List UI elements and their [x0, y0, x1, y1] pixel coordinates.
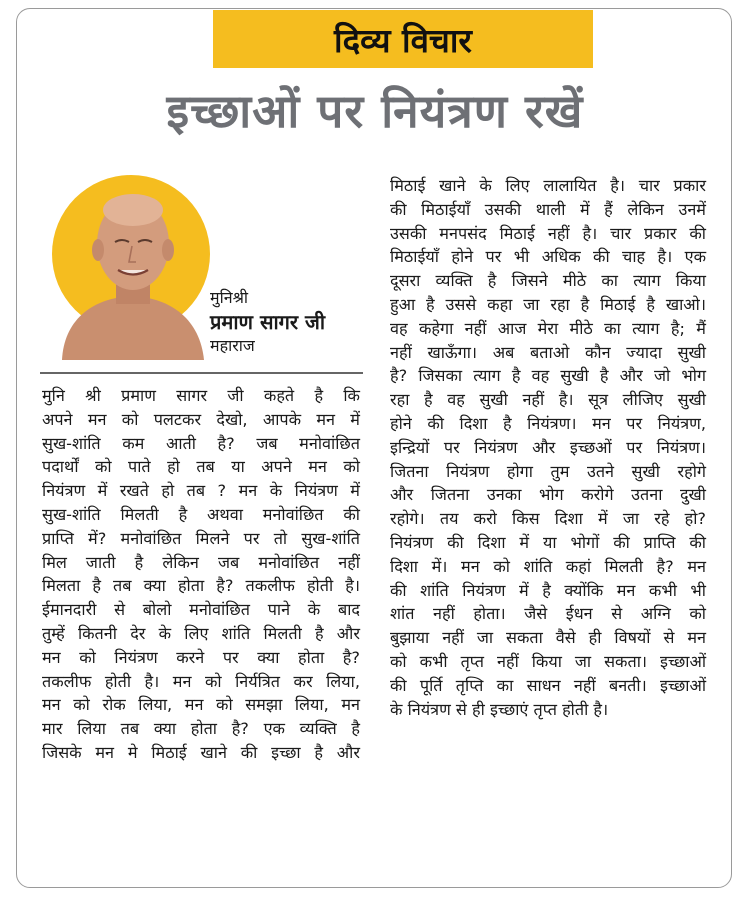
body-line: मार लिया तब क्या होता है? एक व्यक्ति है: [42, 719, 360, 739]
body-line: मिलता है तब क्या होता है? तकलीफ होती है।: [42, 576, 360, 596]
body-line: के नियंत्रण से ही इच्छाएं तृप्त होती है।: [390, 699, 609, 719]
body-line: पदार्थों को पाते हो तब या अपने मन को: [42, 457, 360, 477]
body-column-right: [390, 174, 706, 721]
body-column-left: [42, 384, 360, 765]
body-line: अपने मन को पलटकर देखो, आपके मन में: [42, 409, 360, 429]
body-line: मिठाईयाँ होने पर भी अधिक की चाह है। एक: [390, 247, 706, 267]
body-line: रहा है वह सुखी नहीं है। सूत्र लीजिए सुखी: [390, 390, 706, 410]
body-line: प्राप्ति में? मनोवांछित मिलने पर तो सुख-शांति: [42, 528, 360, 548]
body-line: की शांति नियंत्रण में है क्योंकि मन कभी भी: [390, 580, 706, 600]
body-line: सुख-शांति मिलती है अथवा मनोवांछित की: [42, 504, 360, 524]
author-photo: [52, 170, 212, 360]
author-suffix: महाराज: [210, 336, 255, 355]
body-line: दूसरा व्यक्ति है जिसने मीठे का त्याग किया: [390, 271, 706, 291]
divider-rule: [40, 372, 363, 374]
body-line: सुख-शांति कम आती है? जब मनोवांछित: [42, 433, 360, 453]
author-prefix: मुनिश्री: [210, 288, 249, 307]
body-line: रहोगे। तय करो किस दिशा में जा रहे हो?: [390, 509, 706, 529]
body-line: होने की दिशा है नियंत्रण। मन पर नियंत्रण,: [390, 413, 706, 433]
body-line: हुआ है उससे कहा जा रहा है मिठाई है खाओ।: [390, 294, 706, 314]
body-line: मन को नियंत्रण करने पर क्या होता है?: [42, 647, 360, 667]
body-line: को कभी तृप्त नहीं किया जा सकता। इच्छाओं: [390, 651, 706, 671]
body-line: वह कहेगा नहीं आज मेरा मीठे का त्याग है; मैं: [390, 318, 706, 338]
body-line: शांत नहीं होता। जैसे ईधन से अग्नि को: [390, 604, 706, 624]
body-line: मिठाई खाने के लिए लालायित है। चार प्रकार: [390, 176, 706, 195]
body-line: ईमानदारी से बोलो मनोवांछित पाने के बाद: [42, 600, 360, 620]
body-line: दिशा में। मन को शांति कहां मिलती है? मन: [390, 556, 706, 576]
body-line: जिसके मन मे मिठाई खाने की इच्छा है और: [42, 742, 360, 762]
body-line: की पूर्ति तृप्ति का साधन नहीं बनती। इच्छाओं: [390, 675, 706, 695]
body-line: उसकी मनपसंद मिठाई नहीं है। चार प्रकार की: [390, 223, 706, 243]
section-tag: दिव्य विचार: [213, 10, 593, 68]
author-name: प्रमाण सागर जी: [210, 310, 326, 334]
body-line: की मिठाईयाँ उसकी थाली में हैं लेकिन उनमें: [390, 199, 706, 219]
body-line: मिल जाती है लेकिन जब मनोवांछित नहीं: [42, 552, 360, 572]
author-caption: [210, 286, 325, 358]
body-line: मन को रोक लिया, मन को समझा लिया, मन: [42, 695, 360, 715]
body-line: बुझाया नहीं जा सकता वैसे ही विषयों से मन: [390, 628, 706, 648]
body-line: जितना नियंत्रण होगा तुम उतने सुखी रहोगे: [390, 461, 706, 481]
body-line: नियंत्रण की दिशा में या भोगों की प्राप्ति की: [390, 532, 706, 552]
headline: इच्छाओं पर नियंत्रण रखें: [166, 84, 584, 138]
body-line: और जितना उनका भोग करोगे उतना दुखी: [390, 485, 706, 505]
body-line: इन्द्रियों पर नियंत्रण और इच्छओं पर नियंत्रण।: [390, 437, 706, 457]
body-line: नियंत्रण में रखते हो तब ? मन के नियंत्रण में: [42, 481, 360, 501]
monk-portrait-image: [52, 170, 212, 360]
body-line: है? जिसका त्याग है वह सुखी है और जो भोग: [390, 366, 706, 386]
body-line: तुम्हें कितनी देर के लिए शांति मिलती है और: [42, 623, 360, 643]
body-line: मुनि श्री प्रमाण सागर जी कहते है कि: [42, 386, 360, 405]
body-line: नहीं खाऊँगा। अब बताओ कौन ज्यादा सुखी: [390, 342, 706, 362]
body-line: तकलीफ होती है। मन को निर्यत्रित कर लिया,: [42, 671, 360, 691]
